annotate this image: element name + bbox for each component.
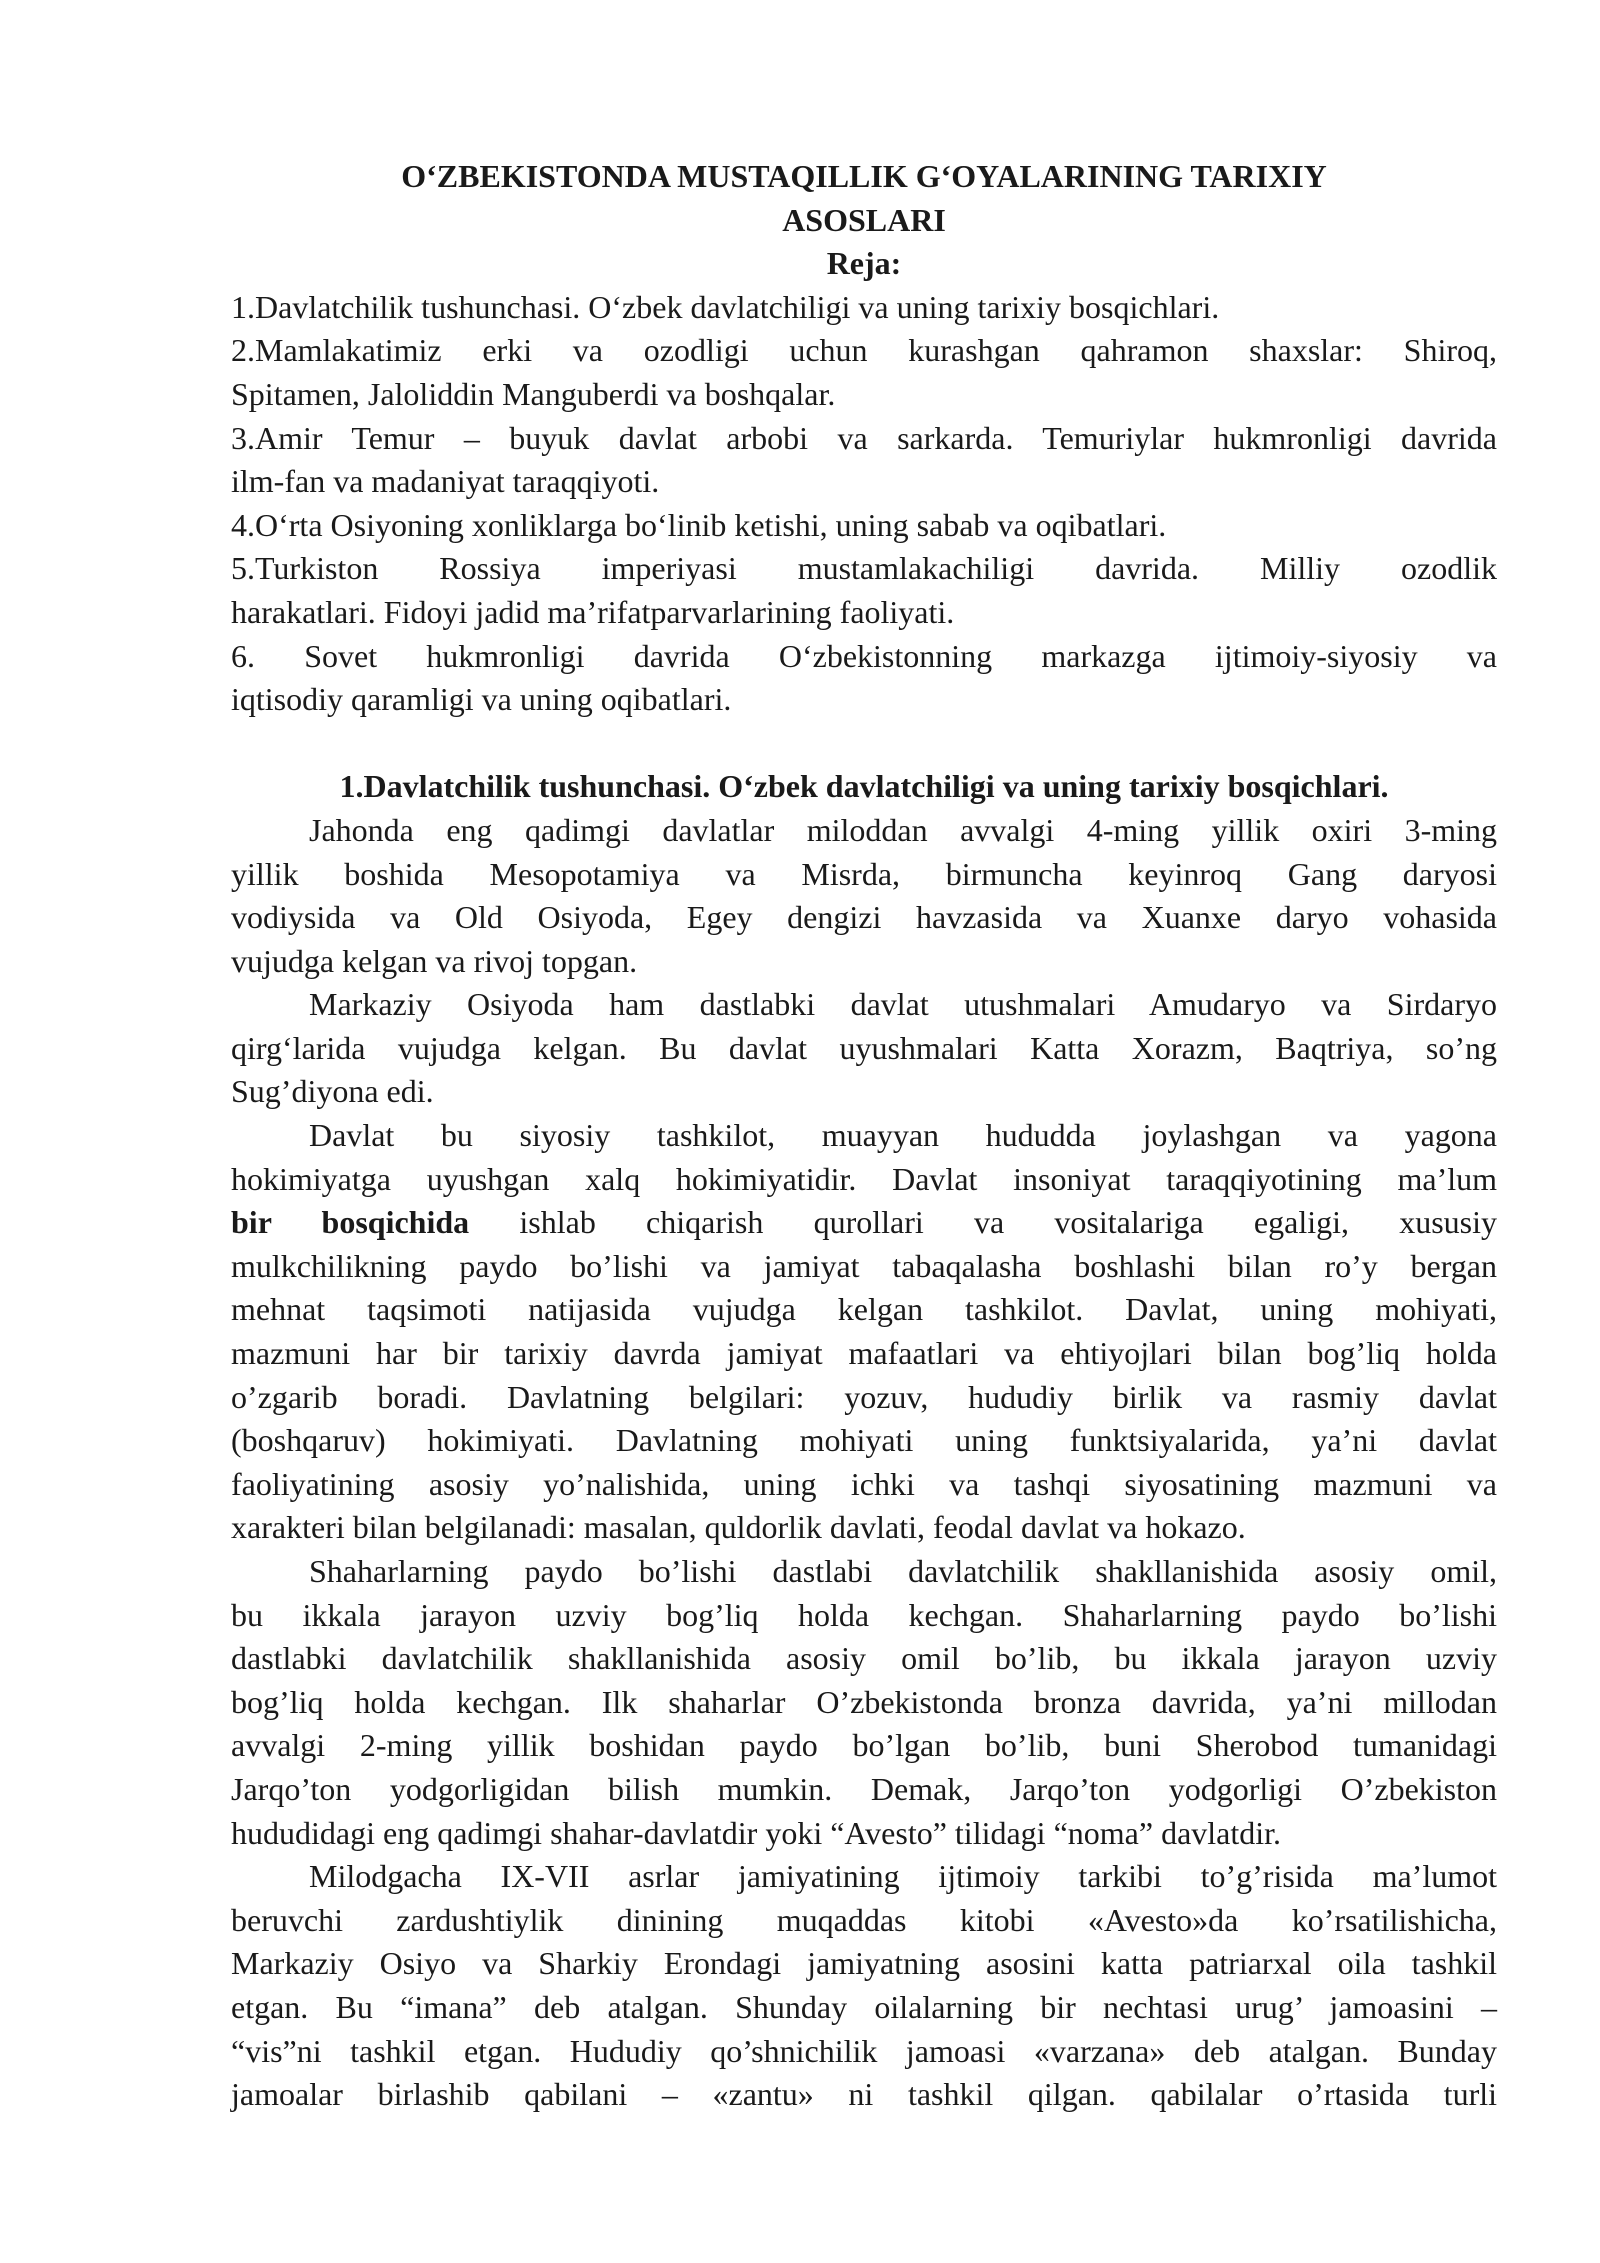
paragraph-line: Markaziy Osiyo va Sharkiy Erondagi jamiyatning asosini katta patriarxal oila tashkil — [231, 1945, 1497, 1982]
paragraph-line: hokimiyatga uyushgan xalq hokimiyatidir. Davlat insoniyat taraqqiyotining ma’lum — [231, 1160, 1497, 1197]
paragraph-2 — [231, 983, 1497, 1114]
paragraph-line: yillik boshida Mesopotamiya va Misrda, birmuncha keyinroq Gang daryosi — [231, 855, 1497, 892]
paragraph-line: dastlabki davlatchilik shakllanishida asosiy omil bo’lib, bu ikkala jarayon uzviy — [231, 1640, 1497, 1677]
paragraph-line: (boshqaruv) hokimiyati. Davlatning mohiyati uning funktsiyalarida, ya’ni davlat — [231, 1422, 1497, 1459]
paragraph-line-with-bold — [231, 1201, 1497, 1245]
paragraph-line: Shaharlarning paydo bo’lishi dastlabi davlatchilik shakllanishida asosiy omil, — [309, 1553, 1497, 1589]
paragraph-line: avvalgi 2-ming yillik boshidan paydo bo’lgan bo’lib, buni Sherobod tumanidagi — [231, 1727, 1497, 1764]
plan-item-3-line-2: ilm-fan va madaniyat taraqqiyoti. — [231, 463, 660, 500]
paragraph-3 — [231, 1114, 1497, 1550]
paragraph-4 — [231, 1550, 1497, 1855]
paragraph-line: vodiysida va Old Osiyoda, Egey dengizi havzasida va Xuanxe daryo vohasida — [231, 899, 1497, 936]
paragraph-line: qirg‘larida vujudga kelgan. Bu davlat uyushmalari Katta Xorazm, Baqtriya, so’ng — [231, 1029, 1497, 1066]
plan-item-2-line-2: Spitamen, Jaloliddin Manguberdi va boshqalar. — [231, 375, 836, 412]
paragraph-line: jamoalar birlashib qabilani – «zantu» ni tashkil qilgan. qabilalar o’rtasida turli — [231, 2076, 1497, 2113]
plan-item-1: 1.Davlatchilik tushunchasi. O‘zbek davlatchiligi va uning tarixiy bosqichlari. — [231, 288, 1220, 325]
document-title-line-2: ASOSLARI — [782, 201, 946, 238]
paragraph-line: Jahonda eng qadimgi davlatlar miloddan avvalgi 4-ming yillik oxiri 3-ming — [309, 811, 1497, 848]
plan-item-6-line-1: 6. Sovet hukmronligi davrida O‘zbekistonning markazga ijtimoiy-siyosiy va — [231, 637, 1497, 674]
paragraph-line: o’zgarib boradi. Davlatning belgilari: yozuv, hududiy birlik va rasmiy davlat — [231, 1378, 1497, 1415]
plan-list — [231, 286, 1497, 722]
bold-phrase: bir bosqichida — [231, 1204, 470, 1241]
plan-label: Reja: — [826, 245, 902, 282]
plan-item-6-line-2: iqtisodiy qaramligi va uning oqibatlari. — [231, 681, 732, 718]
paragraph-line: mazmuni har bir tarixiy davrda jamiyat mafaatlari va ehtiyojlari bilan bog’liq holda — [231, 1335, 1497, 1372]
paragraph-line: bog’liq holda kechgan. Ilk shaharlar O’zbekistonda bronza davrida, ya’ni millodan — [231, 1683, 1497, 1720]
blank-line — [231, 722, 1497, 766]
paragraph-5 — [231, 1855, 1497, 2117]
paragraph-line: vujudga kelgan va rivoj topgan. — [231, 942, 638, 979]
section-1-heading: 1.Davlatchilik tushunchasi. O‘zbek davlatchiligi va uning tarixiy bosqichlari. — [339, 768, 1389, 805]
paragraph-line: “vis”ni tashkil etgan. Hududiy qo’shnichilik jamoasi «varzana» deb atalgan. Bunday — [231, 2032, 1497, 2069]
plan-item-5-line-2: harakatlari. Fidoyi jadid ma’rifatparvarlarining faoliyati. — [231, 593, 955, 630]
paragraph-line: bu ikkala jarayon uzviy bog’liq holda kechgan. Shaharlarning paydo bo’lishi — [231, 1596, 1497, 1633]
paragraph-line: Milodgacha IX-VII asrlar jamiyatining ijtimoiy tarkibi to’g’risida ma’lumot — [309, 1858, 1497, 1895]
paragraph-1 — [231, 809, 1497, 983]
paragraph-line: Jarqo’ton yodgorligidan bilish mumkin. Demak, Jarqo’ton yodgorligi O’zbekiston — [231, 1770, 1497, 1807]
paragraph-line: hududidagi eng qadimgi shahar-davlatdir yoki “Avesto” tilidagi “noma” davlatdir. — [231, 1814, 1282, 1851]
document-body — [231, 155, 1497, 2117]
paragraph-line: etgan. Bu “imana” deb atalgan. Shunday oilalarning bir nechtasi urug’ jamoasini – — [231, 1988, 1497, 2025]
paragraph-line: xarakteri bilan belgilanadi: masalan, quldorlik davlati, feodal davlat va hokazo. — [231, 1509, 1246, 1546]
document-title-line-1: O‘ZBEKISTONDA MUSTAQILLIK G‘OYALARINING TARIXIY — [401, 158, 1327, 194]
paragraph-line: mulkchilikning paydo bo’lishi va jamiyat tabaqalasha boshlashi bilan ro’y bergan — [231, 1247, 1497, 1284]
paragraph-line: faoliyatining asosiy yo’nalishida, uning ichki va tashqi siyosatining mazmuni va — [231, 1465, 1497, 1502]
plan-item-3-line-1: 3.Amir Temur – buyuk davlat arbobi va sarkarda. Temuriylar hukmronligi davrida — [231, 419, 1497, 456]
plan-item-4: 4.O‘rta Osiyoning xonliklarga bo‘linib ketishi, uning sabab va oqibatlari. — [231, 506, 1167, 543]
paragraph-line: Davlat bu siyosiy tashkilot, muayyan hududda joylashgan va yagona — [309, 1117, 1497, 1154]
plan-item-5-line-1: 5.Turkiston Rossiya imperiyasi mustamlakachiligi davrida. Milliy ozodlik — [231, 550, 1497, 587]
paragraph-line: Sug’diyona edi. — [231, 1073, 434, 1110]
paragraph-line: mehnat taqsimoti natijasida vujudga kelgan tashkilot. Davlat, uning mohiyati, — [231, 1291, 1497, 1328]
paragraph-line: Markaziy Osiyoda ham dastlabki davlat utushmalari Amudaryo va Sirdaryo — [309, 986, 1497, 1023]
plan-item-2-line-1: 2.Mamlakatimiz erki va ozodligi uchun kurashgan qahramon shaxslar: Shiroq, — [231, 332, 1497, 369]
paragraph-text: ishlab chiqarish qurollari va vositalariga egaligi, xususiy — [469, 1204, 1498, 1241]
paragraph-line: beruvchi zardushtiylik dinining muqaddas kitobi «Avesto»da ko’rsatilishicha, — [231, 1901, 1497, 1938]
